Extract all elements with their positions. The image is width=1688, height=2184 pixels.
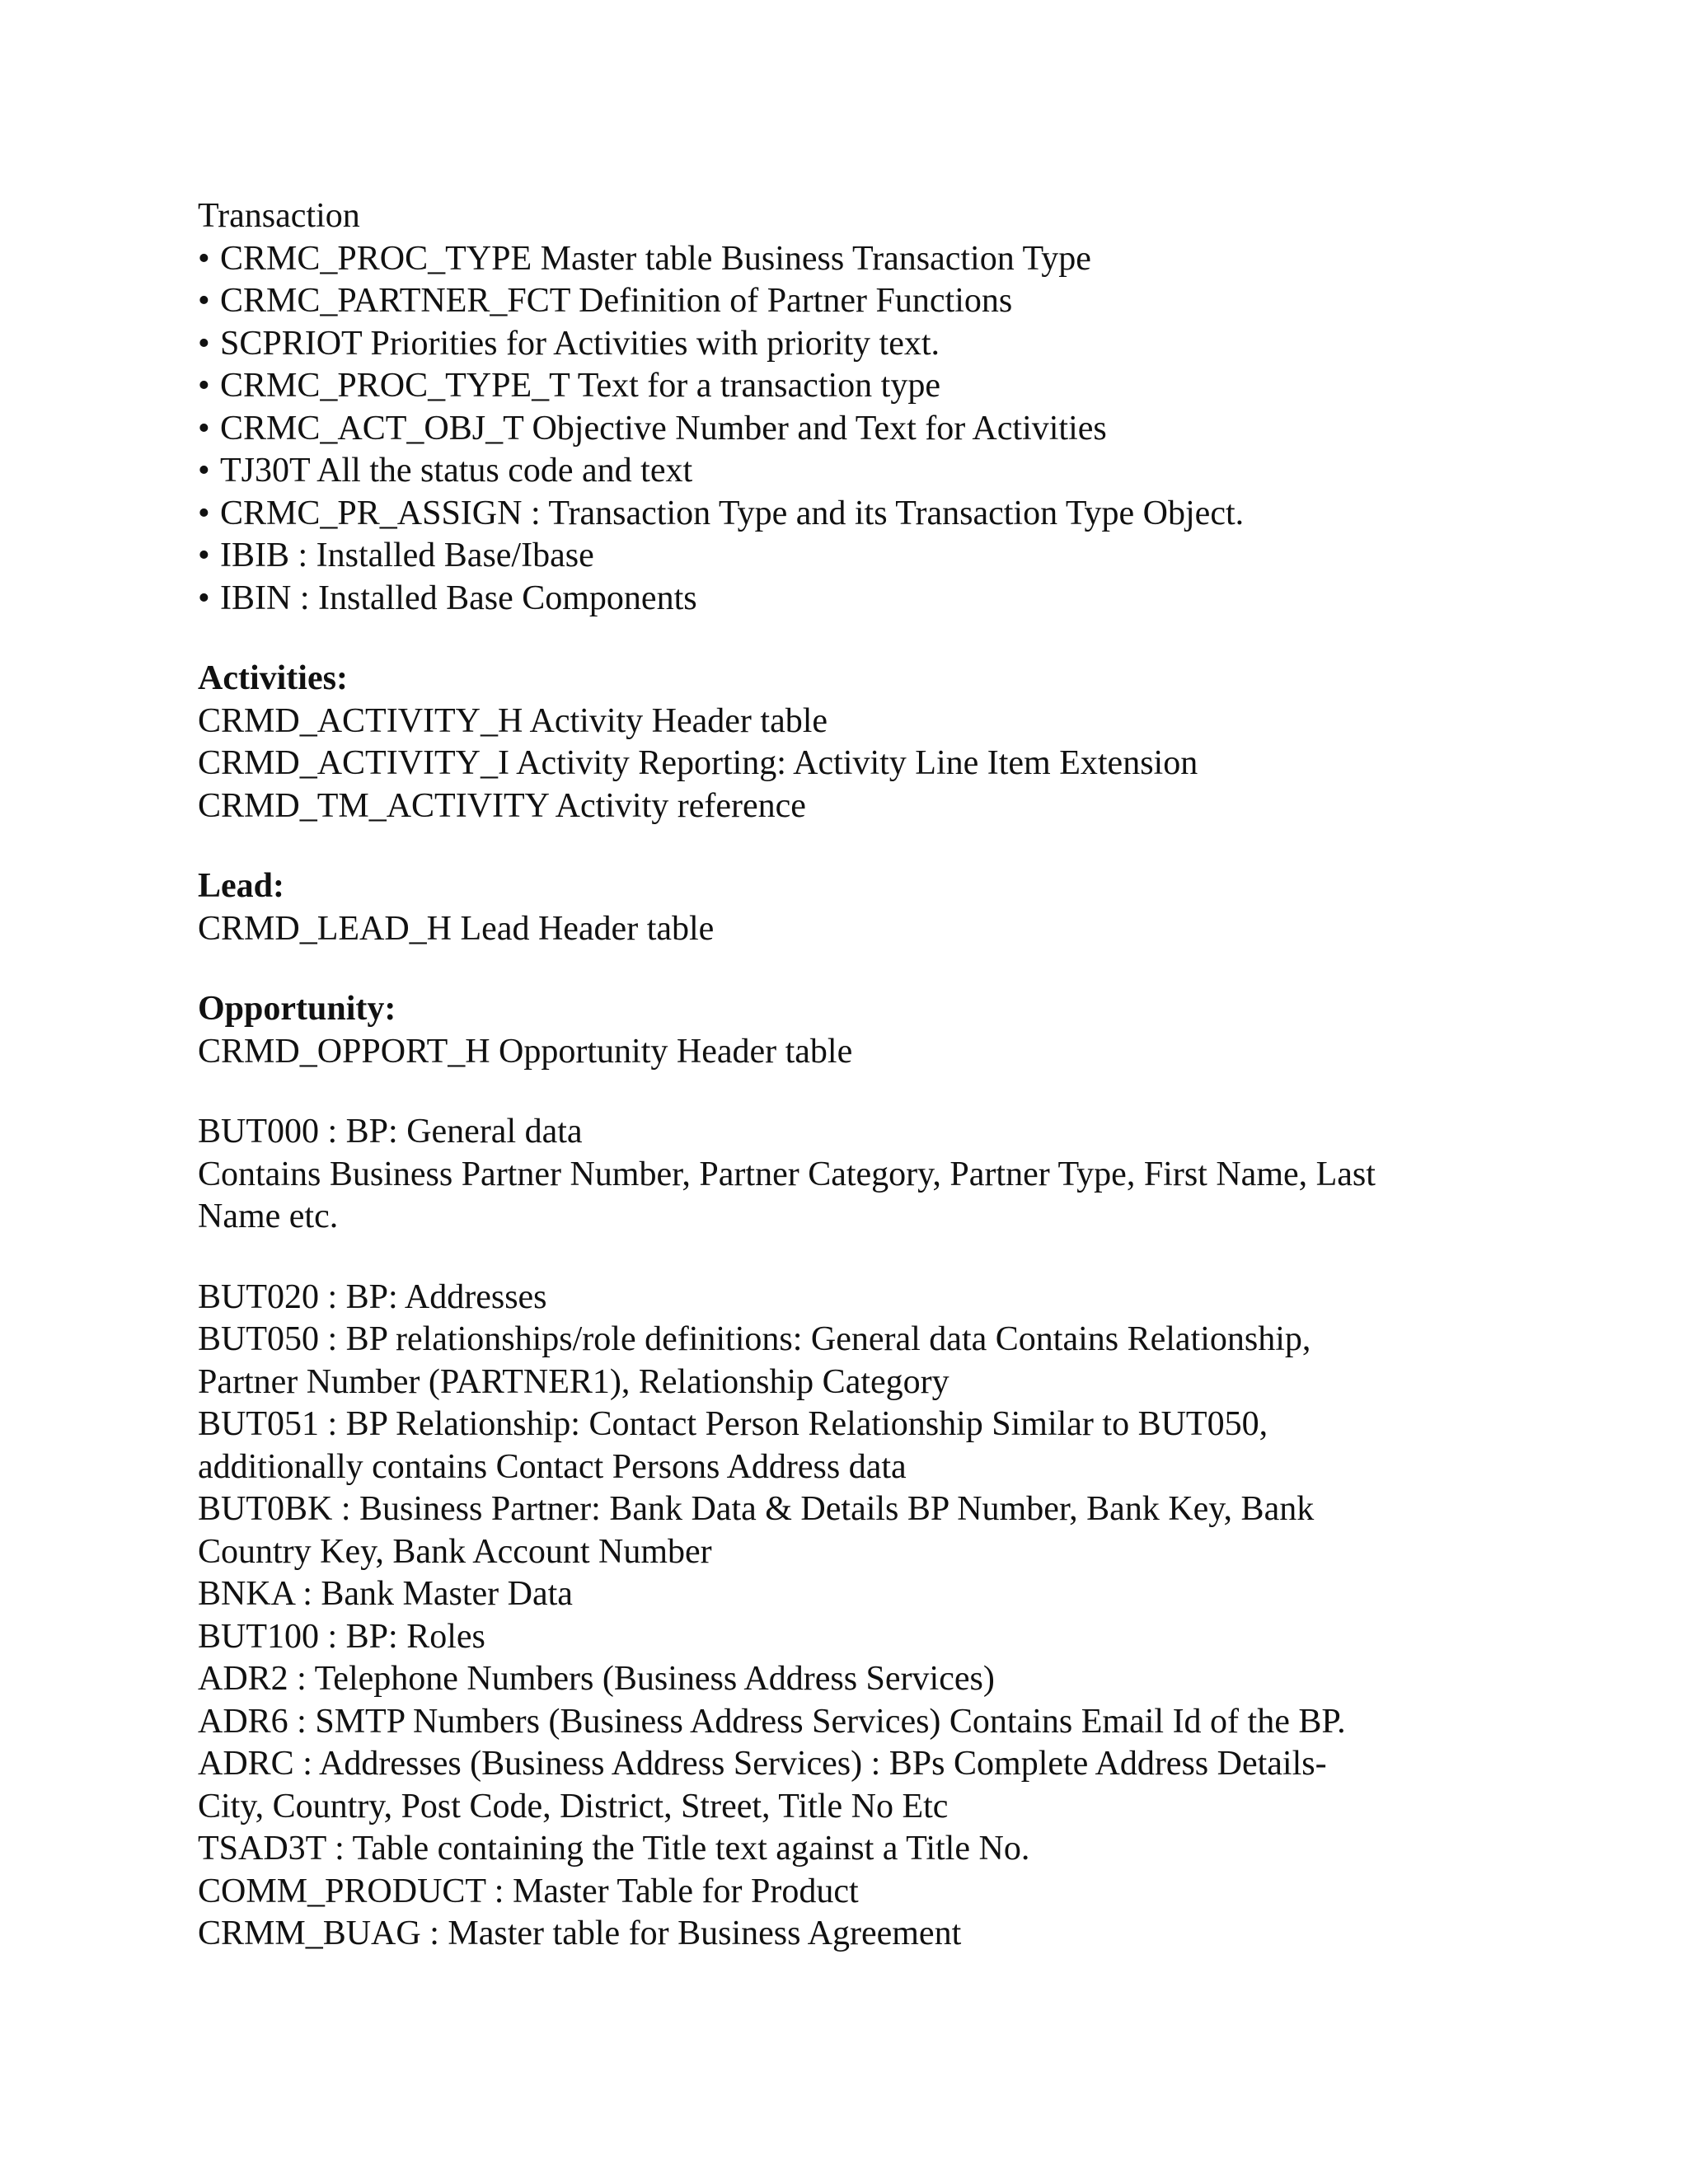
text-line: BUT000 : BP: General data	[198, 1113, 583, 1151]
bullet-icon: •	[198, 367, 210, 405]
list-item: • TJ30T All the status code and text	[198, 450, 1500, 493]
bullet-icon: •	[198, 494, 210, 532]
bullet-icon: •	[198, 537, 210, 574]
text-line: CRMD_ACTIVITY_I Activity Reporting: Activity Line Item Extension	[198, 744, 1198, 782]
text-line: BUT0BK : Business Partner: Bank Data & Details BP Number, Bank Key, Bank	[198, 1490, 1315, 1528]
transaction-list	[198, 238, 1500, 621]
list-item: • CRMC_PR_ASSIGN : Transaction Type and its Transaction Type Object.	[198, 493, 1500, 536]
text-line: Country Key, Bank Account Number	[198, 1532, 712, 1571]
text-line: CRMD_LEAD_H Lead Header table	[198, 909, 715, 948]
activities-heading: Activities:	[198, 659, 348, 697]
section-spacer	[198, 620, 1500, 658]
text-line: BNKA : Bank Master Data	[198, 1575, 573, 1613]
text-line: COMM_PRODUCT : Master Table for Product	[198, 1872, 859, 1910]
transaction-title: Transaction	[198, 197, 360, 235]
lead-heading: Lead:	[198, 867, 284, 905]
list-item: • CRMC_PROC_TYPE Master table Business Transaction Type	[198, 238, 1500, 281]
text-line: additionally contains Contact Persons Address data	[198, 1447, 907, 1486]
list-item: • CRMC_ACT_OBJ_T Objective Number and Text for Activities	[198, 408, 1500, 451]
bullet-icon: •	[198, 324, 210, 363]
lead-section	[198, 865, 1500, 950]
list-item: • SCPRIOT Priorities for Activities with priority text.	[198, 323, 1500, 366]
text-line: CRMM_BUAG : Master table for Business Agreement	[198, 1915, 962, 1952]
text-line: CRMD_OPPORT_H Opportunity Header table	[198, 1032, 853, 1071]
list-item: • IBIN : Installed Base Components	[198, 578, 1500, 621]
text-line: BUT051 : BP Relationship: Contact Person Relationship Similar to BUT050,	[198, 1405, 1268, 1443]
transaction-section	[198, 195, 1500, 620]
text-line: City, Country, Post Code, District, Street, Title No Etc	[198, 1787, 949, 1825]
text-line: CRMD_TM_ACTIVITY Activity reference	[198, 786, 806, 825]
document-body	[198, 195, 1500, 1956]
list-item: • CRMC_PARTNER_FCT Definition of Partner Functions	[198, 280, 1500, 323]
list-item: • CRMC_PROC_TYPE_T Text for a transaction type	[198, 365, 1500, 408]
text-line: Contains Business Partner Number, Partner Category, Partner Type, First Name, Last	[198, 1155, 1376, 1193]
opportunity-section	[198, 988, 1500, 1073]
section-spacer	[198, 1073, 1500, 1111]
section-spacer	[198, 827, 1500, 865]
text-line: BUT100 : BP: Roles	[198, 1617, 485, 1656]
text-line: CRMD_ACTIVITY_H Activity Header table	[198, 701, 828, 740]
list-item: • IBIB : Installed Base/Ibase	[198, 535, 1500, 578]
bullet-icon: •	[198, 409, 210, 448]
bullet-icon: •	[198, 452, 210, 490]
tables-section	[198, 1277, 1500, 1956]
bullet-icon: •	[198, 579, 210, 617]
text-line: BUT050 : BP relationships/role definitions: General data Contains Relationship,	[198, 1320, 1311, 1358]
section-spacer	[198, 1239, 1500, 1277]
bullet-icon: •	[198, 239, 210, 278]
text-line: BUT020 : BP: Addresses	[198, 1277, 547, 1316]
text-line: ADR2 : Telephone Numbers (Business Address Services)	[198, 1660, 995, 1698]
opportunity-heading: Opportunity:	[198, 990, 396, 1028]
but000-section	[198, 1111, 1500, 1239]
text-line: Name etc.	[198, 1197, 339, 1235]
section-spacer	[198, 950, 1500, 988]
activities-section	[198, 658, 1500, 827]
text-line: ADR6 : SMTP Numbers (Business Address Services) Contains Email Id of the BP.	[198, 1702, 1346, 1741]
text-line: TSAD3T : Table containing the Title text against a Title No.	[198, 1830, 1030, 1868]
text-line: ADRC : Addresses (Business Address Services) : BPs Complete Address Details-	[198, 1745, 1327, 1783]
bullet-icon: •	[198, 282, 210, 320]
text-line: Partner Number (PARTNER1), Relationship Category	[198, 1362, 950, 1401]
